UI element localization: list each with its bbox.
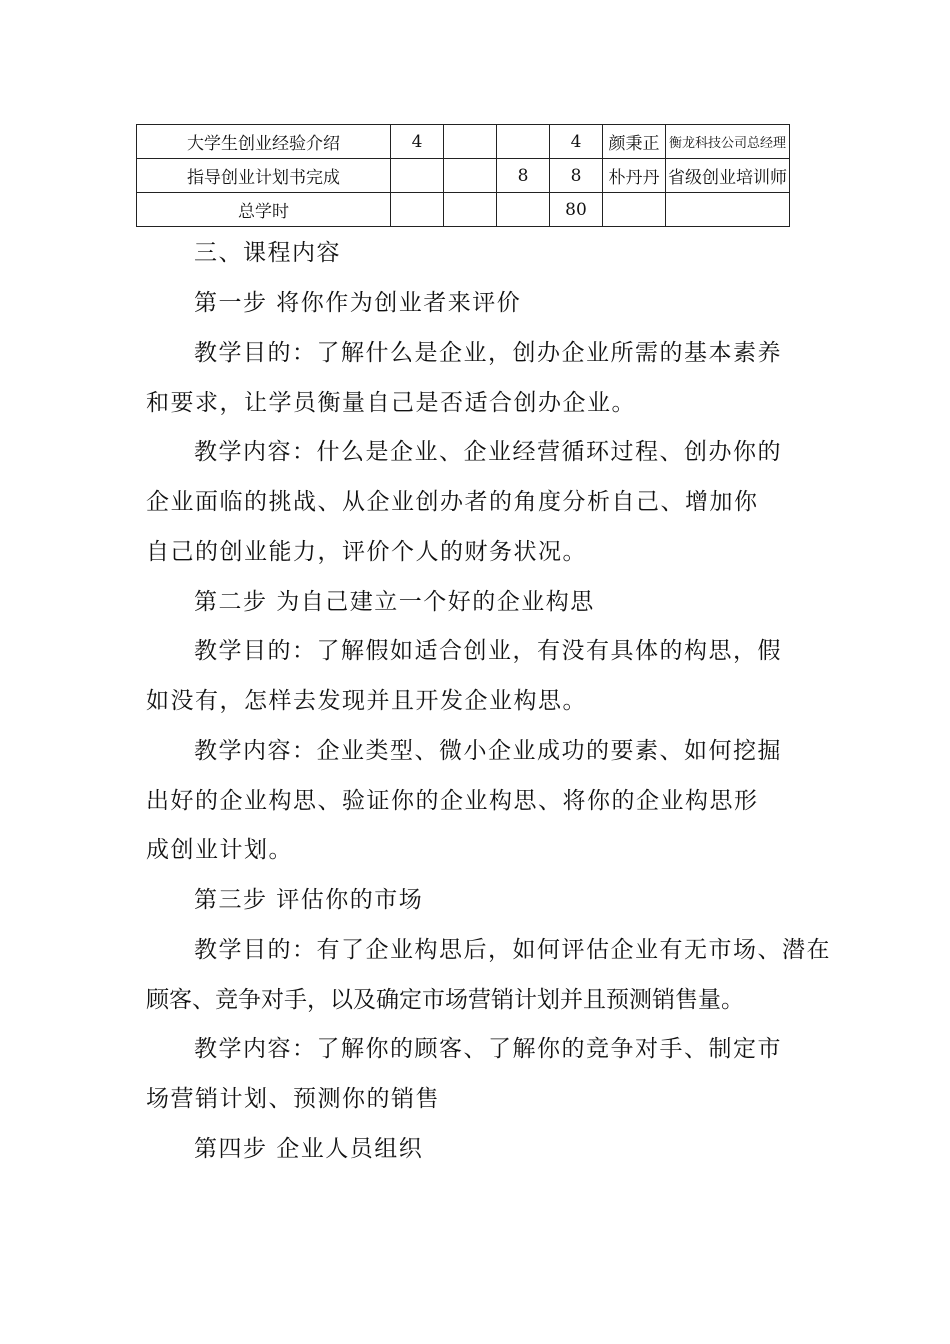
step2-content-line: 出好的企业构思、验证你的企业构思、将你的企业构思形 [146, 788, 759, 814]
step1-goal-line: 和要求，让学员衡量自己是否适合创办企业。 [146, 390, 636, 416]
step1-heading: 第一步 将你作为创业者来评价 [194, 290, 522, 316]
step2-heading: 第二步 为自己建立一个好的企业构思 [194, 589, 595, 615]
table-cell-title: 省级创业培训师 [666, 159, 790, 193]
table-cell-hours [444, 159, 497, 193]
table-cell-topic: 总学时 [137, 193, 391, 227]
section-heading: 三、课程内容 [194, 240, 341, 266]
table-cell-topic: 大学生创业经验介绍 [137, 125, 391, 159]
table-cell-hours [391, 159, 444, 193]
table-cell-hours: 8 [497, 159, 550, 193]
table-cell-teacher [603, 193, 666, 227]
step2-content-line: 教学内容：企业类型、微小企业成功的要素、如何挖掘 [194, 738, 782, 764]
table-cell-title [666, 193, 790, 227]
step3-heading: 第三步 评估你的市场 [194, 887, 424, 913]
table-cell-hours [444, 125, 497, 159]
table-cell-hours [444, 193, 497, 227]
step1-content-line: 企业面临的挑战、从企业创办者的角度分析自己、增加你 [146, 489, 759, 515]
step2-goal-line: 如没有，怎样去发现并且开发企业构思。 [146, 688, 587, 714]
table-row [137, 193, 790, 227]
step2-goal-line: 教学目的：了解假如适合创业，有没有具体的构思，假 [194, 638, 782, 664]
step1-content-line: 自己的创业能力，评价个人的财务状况。 [146, 539, 587, 565]
table-cell-teacher: 朴丹丹 [603, 159, 666, 193]
table-cell-teacher: 颜秉正 [603, 125, 666, 159]
table-row [137, 125, 790, 159]
step3-goal-line: 顾客、竞争对手，以及确定市场营销计划并且预测销售量。 [146, 987, 744, 1013]
table-cell-hours [497, 193, 550, 227]
step3-content-line: 教学内容：了解你的顾客、了解你的竞争对手、制定市 [194, 1036, 782, 1062]
step4-heading: 第四步 企业人员组织 [194, 1136, 424, 1162]
table-cell-hours: 4 [391, 125, 444, 159]
step1-goal-line: 教学目的：了解什么是企业，创办企业所需的基本素养 [194, 340, 782, 366]
step1-content-line: 教学内容：什么是企业、企业经营循环过程、创办你的 [194, 439, 782, 465]
step3-goal-line: 教学目的：有了企业构思后，如何评估企业有无市场、潜在 [194, 937, 831, 963]
course-schedule-table [136, 124, 790, 227]
table-row [137, 159, 790, 193]
step3-content-line: 场营销计划、预测你的销售 [146, 1086, 440, 1112]
table-cell-total: 8 [550, 159, 603, 193]
table-cell-hours [497, 125, 550, 159]
table-cell-total: 80 [550, 193, 603, 227]
table-cell-title: 衡龙科技公司总经理 [666, 125, 790, 159]
table-cell-total: 4 [550, 125, 603, 159]
table-cell-hours [391, 193, 444, 227]
table-cell-topic: 指导创业计划书完成 [137, 159, 391, 193]
step2-content-line: 成创业计划。 [146, 837, 293, 863]
